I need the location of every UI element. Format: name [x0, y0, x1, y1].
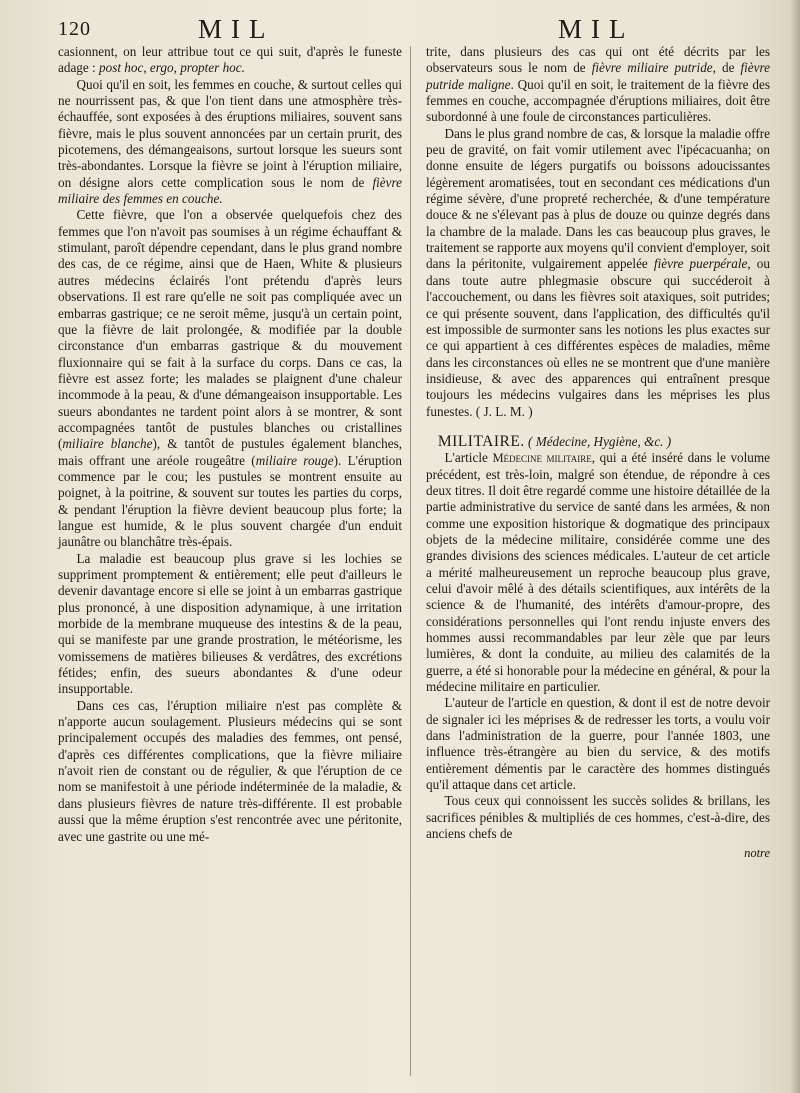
- running-head-left: MIL: [198, 14, 275, 44]
- paragraph: casionnent, on leur attribue tout ce qui suit, d'après le funeste adage : post hoc, ergo, propter hoc.: [58, 44, 402, 76]
- running-head-right: MIL: [558, 14, 635, 44]
- disease-term: fièvre puerpérale: [653, 256, 748, 272]
- cross-reference: Médecine militaire: [492, 451, 592, 466]
- entry-categories: ( Médecine, Hygiène, &c. ): [528, 433, 672, 449]
- disease-term: miliaire rouge: [255, 452, 334, 468]
- text-columns: [58, 44, 770, 861]
- right-column: [426, 44, 770, 861]
- disease-term: fièvre miliaire des femmes en couche.: [58, 174, 403, 207]
- disease-term: fièvre putride maligne: [426, 60, 771, 92]
- headword: MILITAIRE.: [437, 432, 525, 450]
- page-number: 120: [58, 18, 91, 40]
- paragraph: L'article Médecine militaire, qui a été inséré dans le volume précédent, est très-loin, malgré son étendue, de répondre à ces deux titres. Il doit être regardé comme une histoire détaillée de la partie administrative du service de santé dans les armées, & non comme une exposition historique & dogmatique des principaux objets de la médecine militaire, considérée comme une des grandes divisions des sciences médicales. L'auteur de cet article a mérité malheureusement un reproche beaucoup plus grave, celui d'avoir mêlé à des détails scientifiques, aux intérêts de la science & de l'humanité, des intérêts d'amour-propre, des considérations personnelles qui l'ont rendu injuste envers des hommes aussi recommandables par leur zèle que par leurs lumières, & dont la conduite, au milieu des calamités de la guerre, a été si honorable pour la médecine en général, & pour la médecine militaire en particulier.: [426, 450, 770, 695]
- latin-adage: post hoc, ergo, propter hoc.: [99, 60, 245, 76]
- paragraph: Quoi qu'il en soit, les femmes en couche, & surtout celles qui ne nourrissent pas, & que l'on tient dans une atmosphère très-échauffée, sont exposées à des éruptions miliaires, souvent sans fièvre, mais le plus souvent annoncées par un certain prurit, des picotemens, des démangeaisons, surtout lorsque les sueurs sont très-abondantes. Lorsque la fièvre se joint à l'éruption miliaire, on désigne alors cette complication sous le nom de fièvre miliaire des femmes en couche.: [58, 76, 403, 207]
- page-edge-shadow: [790, 0, 800, 1093]
- paragraph: L'auteur de l'article en question, & dont il est de notre devoir de signaler ici les méprises & de redresser les torts, a voulu voir dans l'administration de la guerre, pour l'année 1803, une influence très-étrangère au bien du service, & des motifs entièrement démentis par le caractère des hommes distingués qu'il attaque dans cet article.: [426, 695, 770, 793]
- entry-heading: [426, 434, 770, 450]
- disease-term: fièvre miliaire putride: [591, 60, 713, 76]
- catchword: notre: [744, 845, 770, 860]
- paragraph: La maladie est beaucoup plus grave si les lochies se suppriment promptement & entièrement; elle peut d'ailleurs le devenir davantage encore si elle se joint à un embarras gastrique plus prononcé, à une disposition adynamique, à une irritation morbide de la membrane muqueuse des intestins & de la peau, qui se manifeste par une grande prostration, le météorisme, les vomissemens de matières bilieuses & verdâtres, des excrétions fétides; enfin, des sueurs abondantes & d'une odeur insupportable.: [58, 550, 402, 697]
- paragraph: Cette fièvre, que l'on a observée quelquefois chez des femmes que l'on n'avoit pas soumises à un régime échauffant & stimulant, paroît dépendre cependant, dans le plus grand nombre des cas, de ce régime, ainsi que de Haen, White & plusieurs autres médecins éclairés l'ont prétendu d'après leurs observations. Il est rare qu'elle ne soit pas compliquée avec un embarras gastrique; ce ne seroit même, jusqu'à un certain point, que la fièvre de lait prolongée, & modifiée par la double circonstance d'un embarras gastrique & du mouvement fluxionnaire qui se fait à la surface du corps. Dans ce cas, la fièvre est assez forte; les malades se plaignent d'une chaleur incommode à la peau, & d'une démangeaison insupportable. Les sueurs abondantes ne tardent point alors à se montrer, & sont accompagnées tantôt de pustules blanches ou cristallines (miliaire blanche), & tantôt de pustules également blanches, mais offrant une aréole rougeâtre (miliaire rouge). L'éruption commence par le cou; les pustules se montrent ensuite au poignet, à la poitrine, & souvent sur toutes les parties du corps, & pendant l'éruption la fièvre devient beaucoup plus forte; la langue est humide, & le plus souvent chargée d'un enduit jaunâtre ou blanchâtre très-épais.: [58, 207, 402, 550]
- paragraph: trite, dans plusieurs des cas qui ont été décrits par les observateurs sous le nom de fièvre miliaire putride, de fièvre putride maligne. Quoi qu'il en soit, le traitement de la fièvre des femmes en couche, accompagnée d'éruptions miliaires, doit être subordonné à une foule de circonstances particulières.: [426, 44, 771, 125]
- page-header: [58, 12, 770, 46]
- paragraph: Dans le plus grand nombre de cas, & lorsque la maladie offre peu de gravité, on fait vomir utilement avec l'ipécacuanha; on donne ensuite de légers purgatifs ou boissons adoucissantes légèrement aromatisées, tout en secondant ces médications d'un régime sévère, d'une propreté recherchée, & d'une température douce & ne s'élevant pas à plus de douze ou quinze degrés dans la chambre de la malade. Dans les cas beaucoup plus graves, le traitement se rapporte aux moyens qu'il convient d'employer, soit dans la péritonite, vulgairement appelée fièvre puerpérale, ou dans toute autre phlegmasie obscure qui succéderoit à l'accouchement, ou dans les fièvres soit ataxiques, soit putrides; ce qui présente souvent, dans l'application, des difficultés qu'il est impossible de surmonter sans les notions les plus exactes sur ce qui appartient à ces différentes espèces de maladies, même dans les circonstances où elles ne se montrent que d'une manière insidieuse, & avec des apparences qui entraînent presque toujours les médecins vulgaires dans les méprises les plus funestes. ( J. L. M. ): [426, 125, 770, 419]
- disease-term: miliaire blanche: [62, 436, 153, 452]
- paragraph: Dans ces cas, l'éruption miliaire n'est pas complète & n'apporte aucun soulagement. Plusieurs médecins qui se sont principalement occupés des maladies des femmes, ont pensé, d'après ces différentes complications, que la fièvre miliaire n'avoit rien de constant ou de régulier, & que l'éruption de ce nom se manifestoit à une période indéterminée de la maladie, & dans plusieurs fièvres de nature très-différente. Il est probable aussi que la même éruption s'est rencontrée avec une péritonite, avec une gastrite ou une mé-: [58, 697, 402, 844]
- paragraph: Tous ceux qui connoissent les succès solides & brillans, les sacrifices pénibles & multipliés de ces hommes, c'est-à-dire, des anciens chefs de: [426, 793, 770, 842]
- left-column: [58, 44, 402, 861]
